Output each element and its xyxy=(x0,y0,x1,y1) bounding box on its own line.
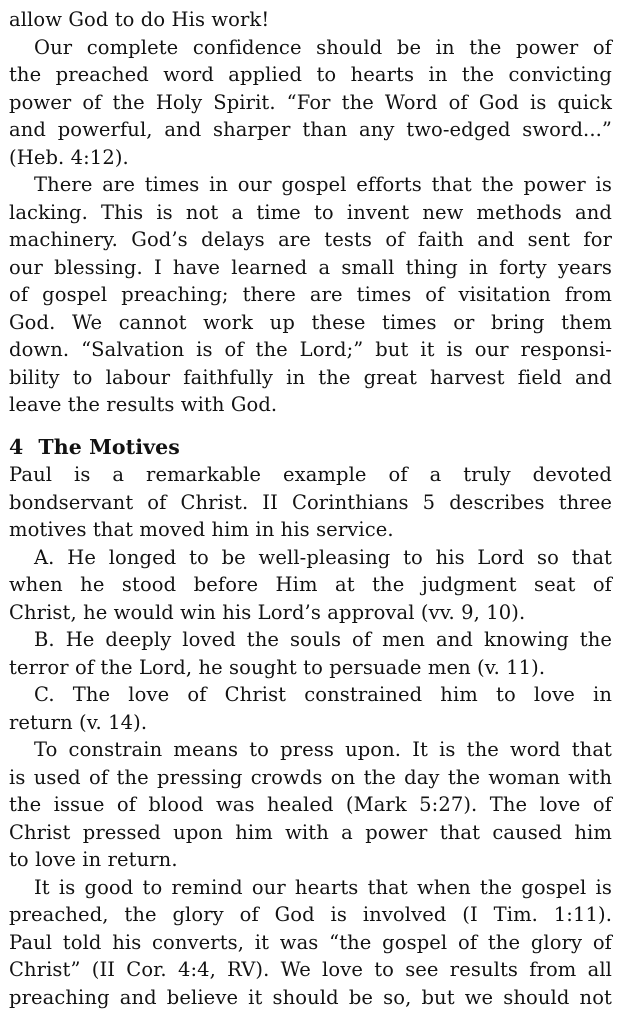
text-line: power of the Holy Spirit. “For the Word of God is quick xyxy=(9,90,612,114)
text-line: God. We cannot work up these times or bring them xyxy=(9,310,612,334)
text-line: of gospel preaching; there are times of visitation from xyxy=(9,283,612,306)
text-line: Paul is a remarkable example of a truly devoted xyxy=(9,463,612,486)
paragraph xyxy=(9,6,612,34)
text-line: return (v. 14). xyxy=(9,710,148,734)
paragraph xyxy=(9,544,612,627)
text-line: There are times in our gospel efforts that the power is xyxy=(34,173,612,196)
paragraph xyxy=(9,626,612,681)
text-line: machinery. God’s delays are tests of faith and sent for xyxy=(9,228,612,251)
text-line: bondservant of Christ. II Corinthians 5 describes three xyxy=(9,490,612,514)
text-line: motives that moved him in his service. xyxy=(9,518,394,541)
text-line: to love in return. xyxy=(9,848,178,871)
text-line: the issue of blood was healed (Mark 5:27). The love of xyxy=(9,793,612,816)
paragraph xyxy=(9,736,612,874)
text-line: allow God to do His work! xyxy=(9,8,270,31)
paragraph xyxy=(9,171,612,419)
paragraph xyxy=(9,34,612,172)
text-line: Paul told his converts, it was “the gospel of the glory of xyxy=(9,930,612,954)
paragraph xyxy=(9,461,612,544)
text-line: and powerful, and sharper than any two-edged sword...” xyxy=(9,118,612,141)
text-line: preaching and believe it should be so, but we should not xyxy=(9,985,612,1009)
text-line: is used of the pressing crowds on the day the woman with xyxy=(9,765,612,789)
text-line: B. He deeply loved the souls of men and knowing the xyxy=(34,628,612,651)
text-line: terror of the Lord, he sought to persuade men (v. 11). xyxy=(9,655,546,679)
text-line: C. The love of Christ constrained him to love in xyxy=(34,683,612,706)
text-line: the preached word applied to hearts in the convicting xyxy=(9,63,612,86)
section-heading xyxy=(9,434,612,462)
text-line: lacking. This is not a time to invent new methods and xyxy=(9,200,612,224)
page-content xyxy=(9,6,612,1011)
paragraph xyxy=(9,874,612,1012)
text-line: Our complete confidence should be in the power of xyxy=(34,35,612,59)
text-line: bility to labour faithfully in the great harvest field and xyxy=(9,365,612,389)
text-line: leave the results with God. xyxy=(9,393,278,416)
text-line: Christ” (II Cor. 4:4, RV). We love to see results from all xyxy=(9,958,612,981)
text-line: A. He longed to be well-pleasing to his Lord so that xyxy=(34,545,612,569)
text-line: Christ, he would win his Lord’s approval (vv. 9, 10). xyxy=(9,600,526,624)
text-line: It is good to remind our hearts that when the gospel is xyxy=(34,875,612,899)
section-title: The Motives xyxy=(38,434,180,459)
paragraph xyxy=(9,681,612,736)
text-line: preached, the glory of God is involved (I Tim. 1:11). xyxy=(9,903,612,926)
text-line: To constrain means to press upon. It is the word that xyxy=(34,738,612,761)
text-line: our blessing. I have learned a small thing in forty years xyxy=(9,255,612,279)
section-number: 4 xyxy=(9,434,24,459)
text-line: (Heb. 4:12). xyxy=(9,145,129,169)
text-line: Christ pressed upon him with a power that caused him xyxy=(9,820,612,844)
text-line: down. “Salvation is of the Lord;” but it is our responsi- xyxy=(9,338,612,361)
text-line: when he stood before Him at the judgment seat of xyxy=(9,573,612,596)
